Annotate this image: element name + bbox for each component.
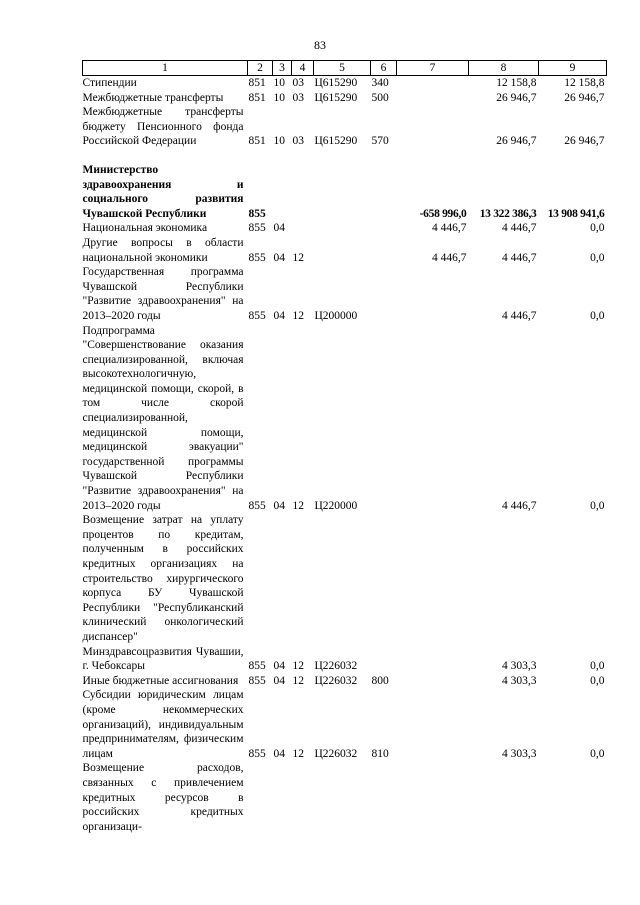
- table-row: [83, 324, 607, 514]
- cell-col8: 26 946,7: [496, 135, 537, 148]
- row-name: Стипендии: [82, 77, 137, 89]
- row-name: Другие вопросы в области национальной экономики: [82, 236, 244, 264]
- cell-col7: [397, 76, 469, 91]
- cell-section: [273, 761, 292, 834]
- row-name: Субсидии юридическим лицам (кроме некоммерческих организаций), индивидуальным предпринимателям, физическим лицам: [82, 689, 244, 760]
- cell-col7: [397, 513, 469, 674]
- cell-target-item: Ц615290: [314, 135, 358, 148]
- cell-col7: 4 446,7: [432, 251, 467, 264]
- cell-expense-type: 800: [371, 674, 389, 687]
- table-row: [83, 513, 607, 674]
- row-name: Министерство здравоохранения и социального развития Чувашской Республики: [82, 163, 244, 220]
- column-header: 5: [314, 61, 371, 76]
- cell-target-item: Ц615290: [314, 77, 358, 89]
- cell-expense-type: [371, 265, 397, 323]
- table-row: [83, 91, 607, 106]
- cell-ministry: 851: [248, 135, 266, 148]
- cell-ministry: 855: [248, 674, 266, 687]
- cell-ministry: 855: [248, 207, 266, 220]
- cell-target-item: [314, 761, 371, 834]
- cell-section: 04: [273, 747, 285, 760]
- cell-col9: 26 946,7: [564, 135, 605, 148]
- cell-section: [273, 163, 292, 221]
- column-header: 7: [397, 61, 469, 76]
- cell-expense-type: 340: [371, 77, 389, 89]
- table-row: [83, 265, 607, 323]
- cell-col8: [469, 761, 539, 834]
- table-row: [83, 76, 607, 91]
- cell-expense-type: [371, 513, 397, 674]
- cell-ministry: 855: [248, 747, 266, 760]
- cell-section: 10: [273, 91, 285, 104]
- cell-col9: 13 908 941,6: [547, 207, 605, 220]
- cell-ministry: 855: [248, 251, 266, 264]
- cell-col8: 13 322 386,3: [479, 207, 537, 220]
- cell-col9: 0,0: [590, 251, 605, 264]
- cell-expense-type: 500: [371, 91, 389, 104]
- cell-subsection: [292, 163, 314, 221]
- cell-col8: 4 446,7: [502, 499, 537, 512]
- cell-section: 04: [273, 499, 285, 512]
- cell-section: 04: [273, 251, 285, 264]
- cell-subsection: 03: [292, 91, 304, 104]
- row-name: Подпрограмма "Совершенствование оказания специализированной, включая высокотехнологичную, медицинской помощи, скорой, в том числе скорой специализированной, медицинской помощи, медицинской эвакуации" государственной программы Чувашской Республики "Развитие здравоохранения" на 2013–2020 годы: [82, 324, 244, 512]
- cell-col9: 12 158,8: [564, 77, 605, 89]
- cell-col9: 0,0: [590, 222, 605, 235]
- table-row: [83, 688, 607, 761]
- cell-subsection: [292, 761, 314, 834]
- column-header: 4: [292, 61, 314, 76]
- cell-target-item: Ц200000: [314, 309, 358, 322]
- cell-subsection: 12: [292, 499, 304, 512]
- table-row: [83, 105, 607, 149]
- cell-col8: 4 303,3: [502, 660, 537, 673]
- cell-col8: 4 446,7: [502, 309, 537, 322]
- cell-target-item: Ц220000: [314, 499, 358, 512]
- row-name: Межбюджетные трансферты: [82, 91, 224, 104]
- cell-subsection: 12: [292, 674, 304, 687]
- cell-ministry: 855: [248, 660, 266, 673]
- cell-col8: 12 158,8: [496, 77, 537, 89]
- column-header: 9: [539, 61, 607, 76]
- cell-target-item: [314, 221, 371, 236]
- cell-section: 10: [273, 77, 285, 89]
- cell-subsection: 03: [292, 77, 304, 89]
- cell-col8: 4 446,7: [502, 251, 537, 264]
- cell-col7: [397, 688, 469, 761]
- page-number: 83: [314, 38, 326, 52]
- row-name: Возмещение расходов, связанных с привлечением кредитных ресурсов в российских кредитных организаци-: [82, 762, 244, 833]
- cell-target-item: Ц226032: [314, 674, 358, 687]
- cell-col9: 0,0: [590, 309, 605, 322]
- cell-section: 10: [273, 135, 285, 148]
- row-name: Межбюджетные трансферты бюджету Пенсионного фонда Российской Федерации: [82, 106, 244, 148]
- row-name: Иные бюджетные ассигнования: [82, 674, 239, 687]
- table-row: [83, 163, 607, 221]
- cell-section: 04: [273, 674, 285, 687]
- cell-target-item: Ц226032: [314, 747, 358, 760]
- cell-subsection: 03: [292, 135, 304, 148]
- cell-ministry: 855: [248, 309, 266, 322]
- cell-target-item: [314, 236, 371, 265]
- cell-expense-type: [371, 324, 397, 514]
- cell-subsection: [292, 221, 314, 236]
- cell-col9: 0,0: [590, 674, 605, 687]
- cell-subsection: 12: [292, 660, 304, 673]
- cell-ministry: 855: [248, 222, 266, 235]
- table-row: [83, 236, 607, 265]
- row-name: Государственная программа Чувашской Республики "Развитие здравоохранения" на 2013–2020 годы: [82, 266, 244, 322]
- cell-section: 04: [273, 309, 285, 322]
- table-row: [83, 761, 607, 834]
- table-row: [83, 221, 607, 236]
- column-header: 6: [371, 61, 397, 76]
- cell-ministry: 855: [248, 499, 266, 512]
- cell-col9: [539, 761, 607, 834]
- table-row: [83, 674, 607, 689]
- cell-col9: 26 946,7: [564, 91, 605, 104]
- budget-table: [82, 60, 607, 834]
- cell-col9: 0,0: [590, 660, 605, 673]
- cell-expense-type: [371, 236, 397, 265]
- cell-col7: [397, 105, 469, 149]
- cell-ministry: [248, 761, 273, 834]
- cell-expense-type: 810: [371, 747, 389, 760]
- cell-target-item: Ц615290: [314, 91, 358, 104]
- cell-col8: 4 303,3: [502, 674, 537, 687]
- cell-col7: [397, 761, 469, 834]
- cell-col7: [397, 324, 469, 514]
- cell-subsection: 12: [292, 747, 304, 760]
- cell-col9: 0,0: [590, 499, 605, 512]
- cell-expense-type: [371, 221, 397, 236]
- column-header: 2: [248, 61, 273, 76]
- cell-col8: 4 446,7: [502, 222, 537, 235]
- cell-col7: [397, 674, 469, 689]
- cell-ministry: 851: [248, 91, 266, 104]
- cell-expense-type: [371, 163, 397, 221]
- cell-col7: 4 446,7: [432, 222, 467, 235]
- cell-target-item: [314, 163, 371, 221]
- cell-col7: [397, 265, 469, 323]
- cell-subsection: 12: [292, 251, 304, 264]
- column-header: 8: [469, 61, 539, 76]
- cell-section: 04: [273, 222, 285, 235]
- cell-col7: [397, 91, 469, 106]
- row-name: Возмещение затрат на уплату процентов по кредитам, полученным в российских кредитных организациях на строительство хирургического корпуса БУ Чувашской Республики "Республиканский клинический онкологический диспансер" Минздравсоцразвития Чувашии, г. Чебоксары: [82, 514, 244, 673]
- cell-subsection: 12: [292, 309, 304, 322]
- cell-ministry: 851: [248, 77, 266, 89]
- cell-expense-type: [371, 761, 397, 834]
- cell-expense-type: 570: [371, 135, 389, 148]
- row-name: Национальная экономика: [82, 222, 208, 235]
- cell-col8: 4 303,3: [502, 747, 537, 760]
- column-header-row: [83, 61, 607, 76]
- spacer-row: [83, 149, 607, 163]
- column-header: 3: [273, 61, 292, 76]
- cell-col8: 26 946,7: [496, 91, 537, 104]
- column-header: 1: [83, 61, 248, 76]
- cell-target-item: Ц226032: [314, 660, 358, 673]
- cell-section: 04: [273, 660, 285, 673]
- cell-col9: 0,0: [590, 747, 605, 760]
- cell-col7: -658 996,0: [419, 207, 467, 220]
